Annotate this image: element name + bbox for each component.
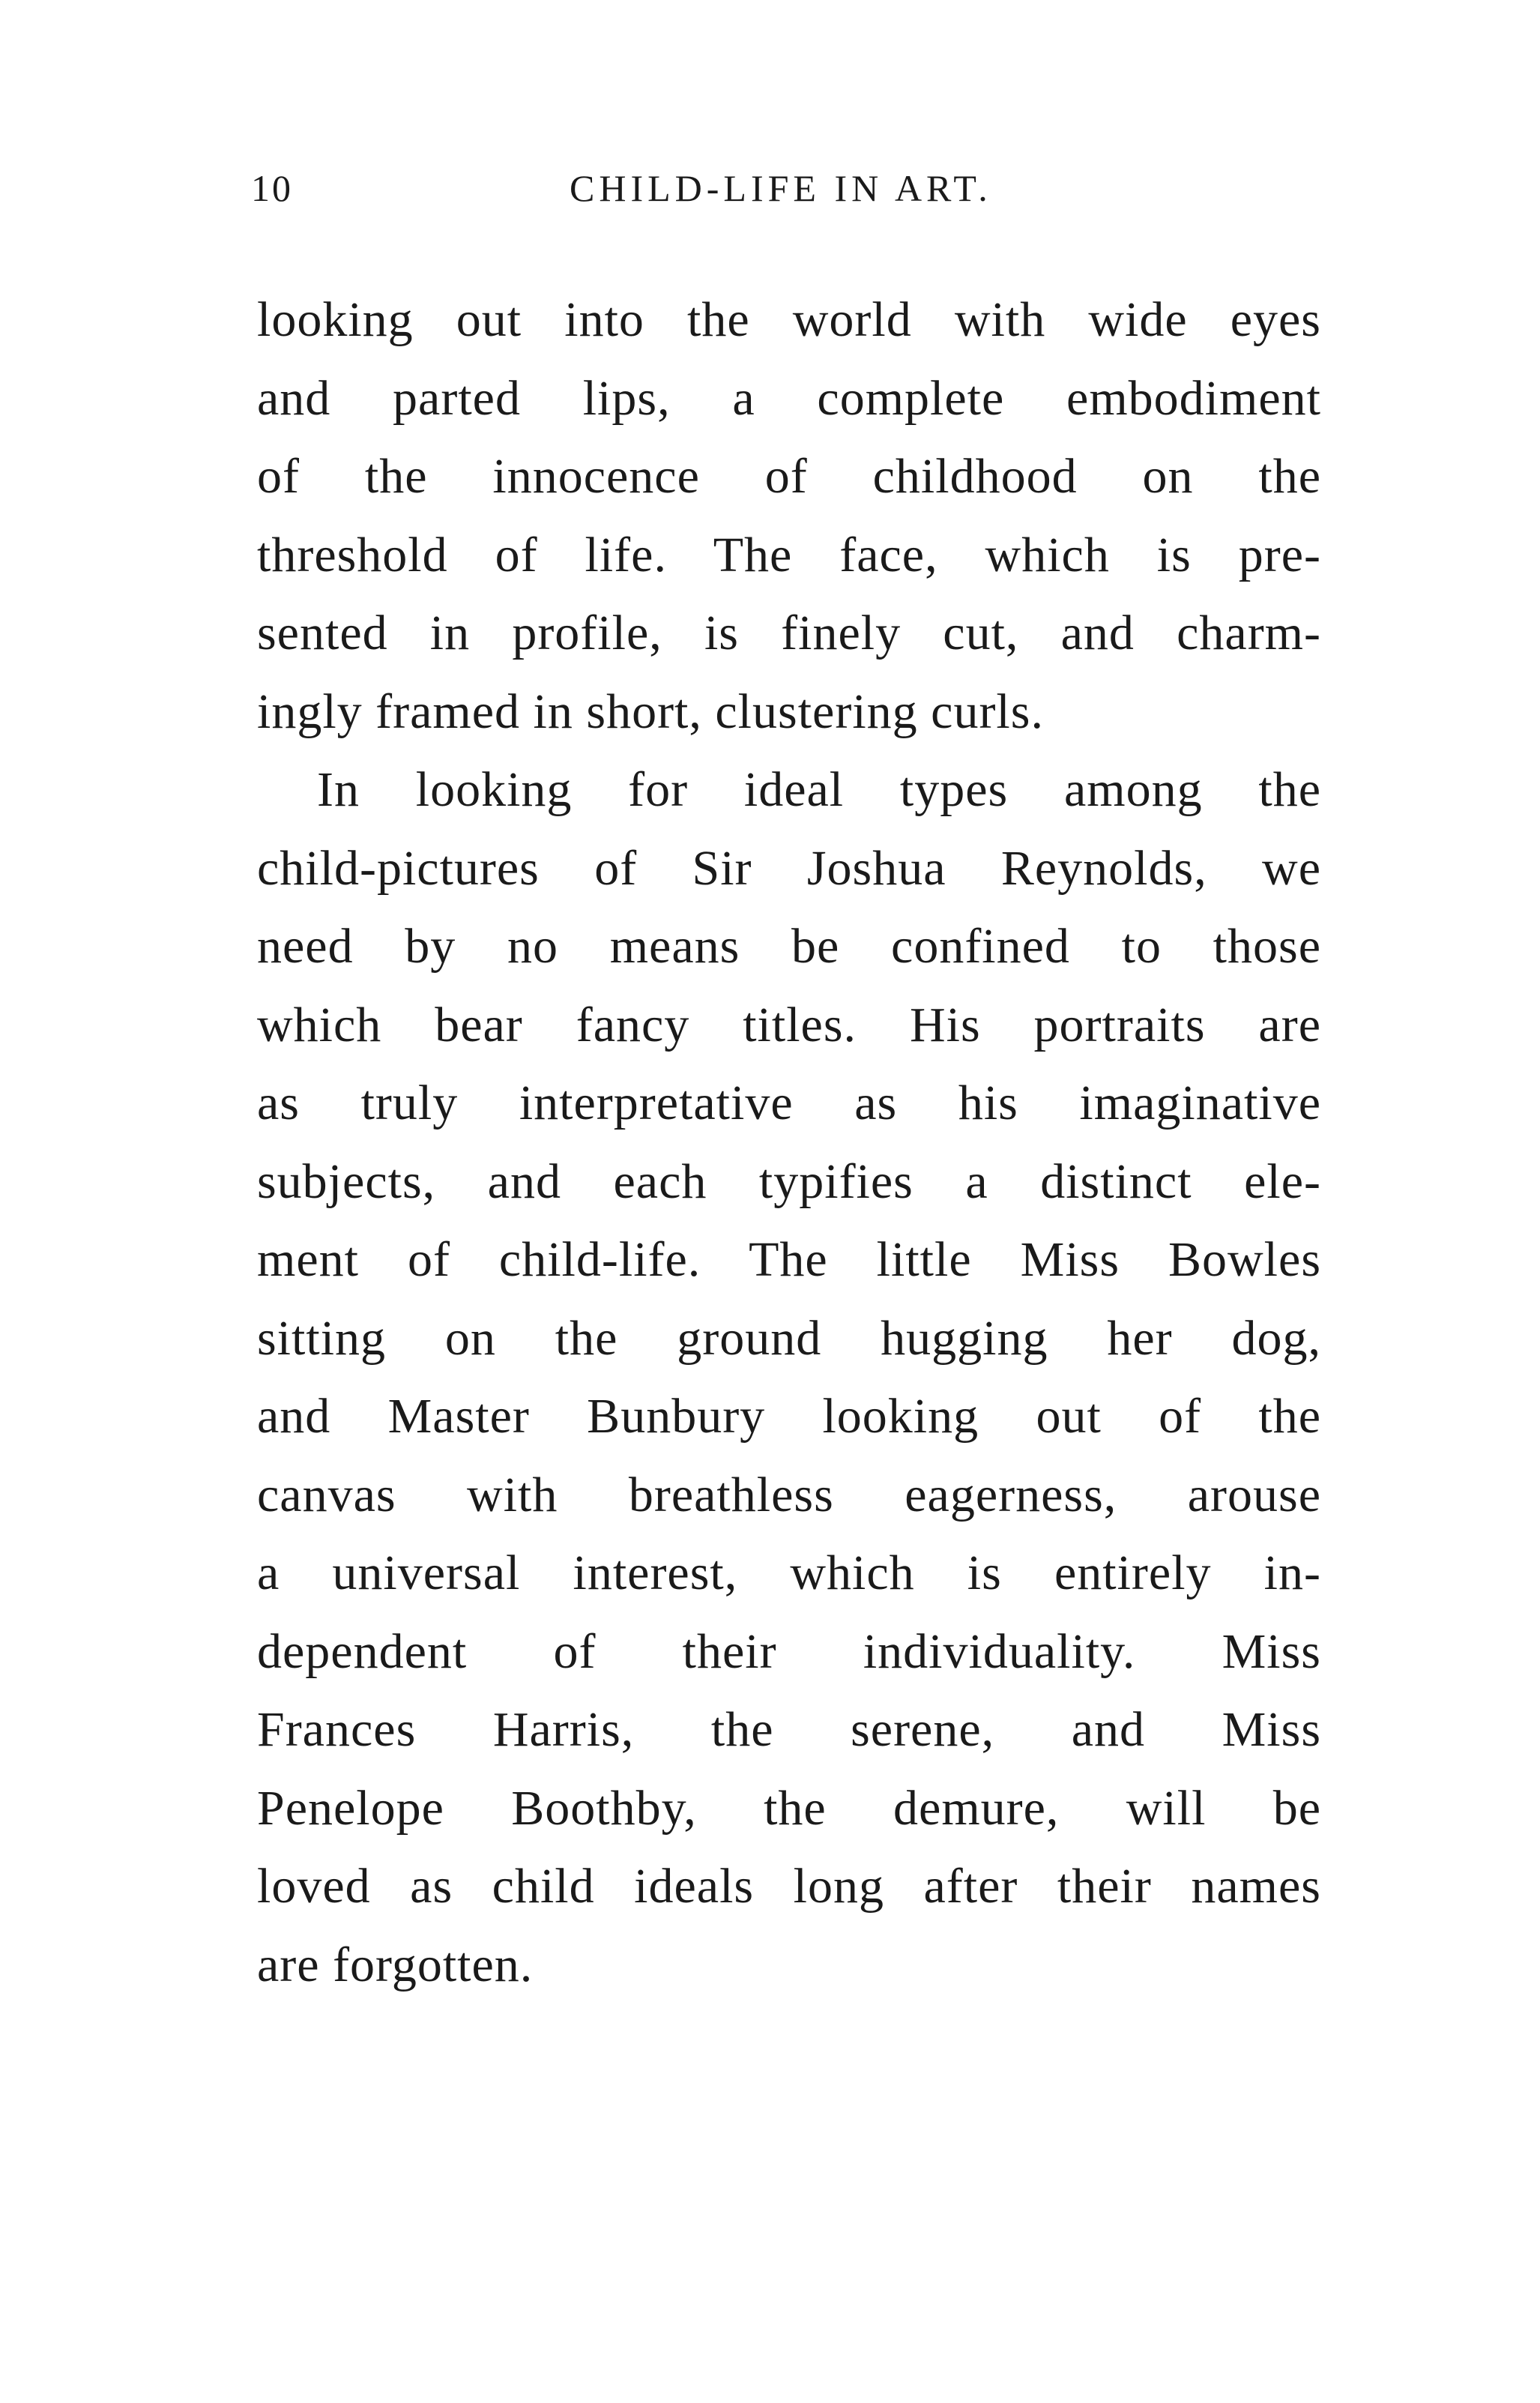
running-title: CHILD-LIFE IN ART. — [570, 167, 992, 209]
text-line: looking out into the world with wide eyes — [257, 292, 1321, 347]
text-line: sitting on the ground hugging her dog, — [257, 1310, 1321, 1366]
paragraph-1 — [257, 281, 1321, 751]
body-text — [257, 281, 1321, 2004]
text-line: a universal interest, which is entirely in- — [257, 1546, 1321, 1600]
text-line: and Master Bunbury looking out of the — [257, 1389, 1321, 1444]
text-line: ingly framed in short, clustering curls. — [257, 684, 1044, 739]
text-line: ment of child-life. The little Miss Bowles — [257, 1232, 1321, 1287]
text-line: Frances Harris, the serene, and Miss — [257, 1702, 1321, 1757]
text-line: dependent of their individuality. Miss — [257, 1623, 1321, 1679]
text-line: are forgotten. — [257, 1937, 534, 1992]
page-number: 10 — [251, 167, 293, 209]
paragraph-2 — [257, 751, 1321, 2004]
text-line: subjects, and each typifies a distinct ele- — [257, 1154, 1321, 1209]
running-head — [251, 166, 1300, 226]
text-line: and parted lips, a complete embodiment — [257, 370, 1321, 426]
text-line: threshold of life. The face, which is pre- — [257, 527, 1321, 582]
text-line: Penelope Boothby, the demure, will be — [257, 1780, 1321, 1836]
text-line: of the innocence of childhood on the — [257, 449, 1321, 504]
text-line: In looking for ideal types among the — [317, 762, 1321, 817]
text-line: as truly interpretative as his imaginative — [257, 1076, 1321, 1130]
text-line: sented in profile, is finely cut, and charm- — [257, 606, 1321, 660]
text-line: child-pictures of Sir Joshua Reynolds, we — [257, 840, 1321, 896]
text-line: which bear fancy titles. His portraits are — [257, 997, 1321, 1052]
text-line: need by no means be confined to those — [257, 919, 1321, 974]
text-line: loved as child ideals long after their names — [257, 1859, 1321, 1914]
text-line: canvas with breathless eagerness, arouse — [257, 1467, 1321, 1522]
